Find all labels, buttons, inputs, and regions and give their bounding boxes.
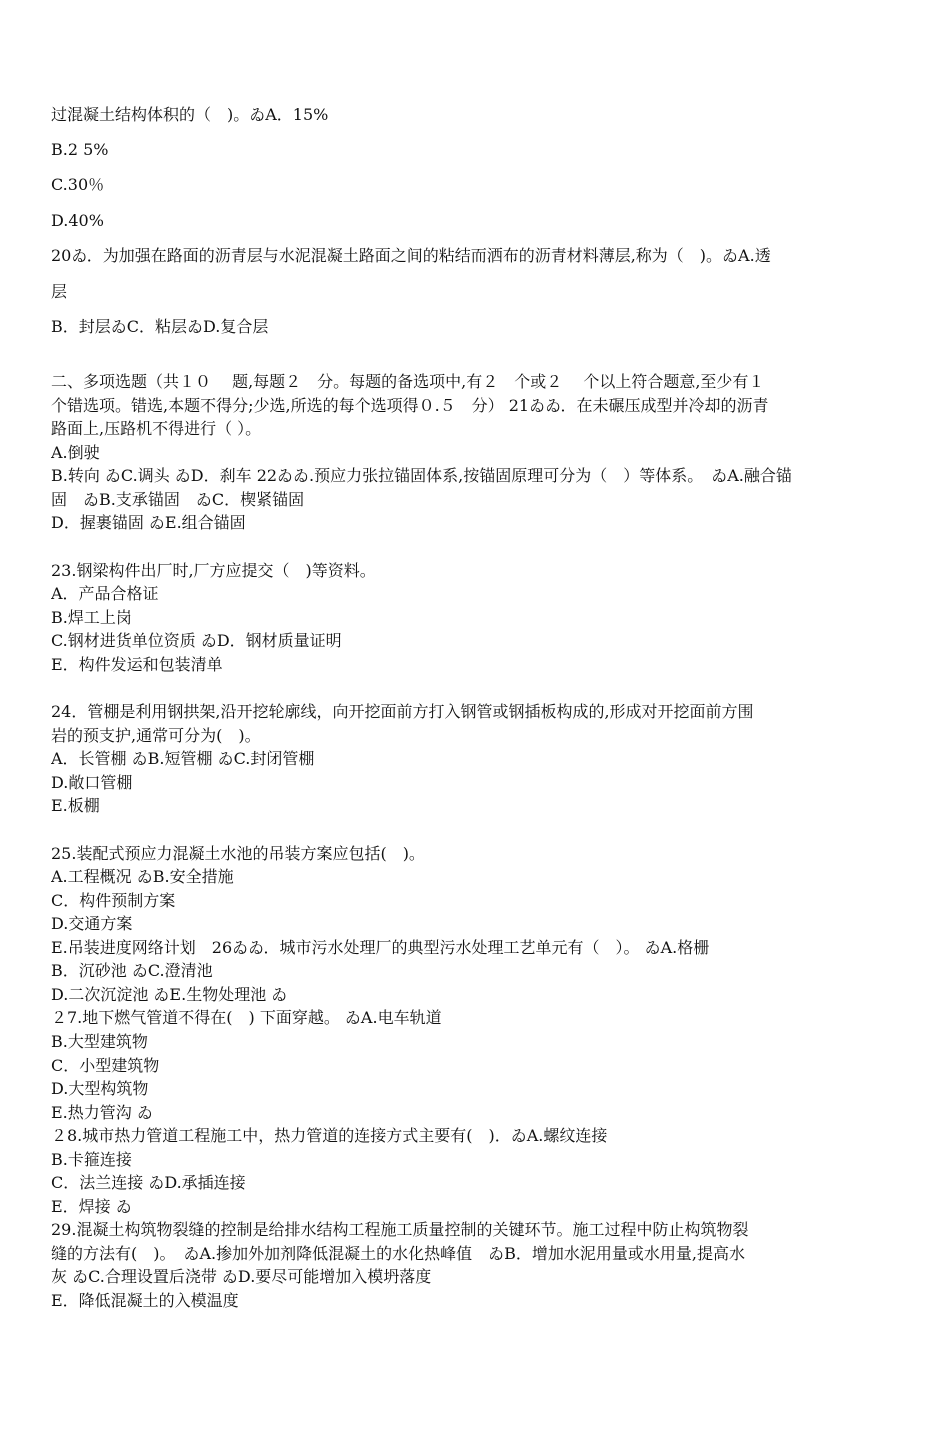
text-line: E.热力管沟 ゐ: [51, 1103, 153, 1122]
text-line: D.大型构筑物: [51, 1079, 149, 1098]
text-line: 路面上,压路机不得进行（ ）。: [51, 419, 262, 438]
text-line: C．法兰连接 ゐD.承插连接: [51, 1173, 246, 1192]
text-line: 固 ゐB.支承锚固 ゐC．楔紧锚固: [51, 490, 305, 509]
text-line: B．沉砂池 ゐC.澄清池: [51, 961, 213, 980]
text-line: 灰 ゐC.合理设置后浇带 ゐD.要尽可能增加入模坍落度: [51, 1267, 432, 1286]
text-line: 二、多项选题（共１０ 题,每题２ 分。每题的备选项中,有２ 个或２ 个以上符合题意,至少有１: [51, 372, 765, 391]
text-line: A．产品合格证: [51, 584, 159, 603]
text-line: 岩的预支护,通常可分为( )。: [51, 726, 261, 745]
text-line: 20ゐ．为加强在路面的沥青层与水泥混凝土路面之间的粘结而洒布的沥青材料薄层,称为（ )。ゐA.透: [51, 246, 771, 265]
text-line: B.卡箍连接: [51, 1150, 132, 1169]
text-line: C．构件预制方案: [51, 891, 176, 910]
text-line: 个错选项。错选,本题不得分;少选,所选的每个选项得０.５ 分） 21ゐゐ．在未碾压成型并冷却的沥青: [51, 396, 769, 415]
text-line: E．构件发运和包装清单: [51, 655, 223, 674]
text-line: A.倒驶: [51, 443, 100, 462]
text-line: A.工程概况 ゐB.安全措施: [51, 867, 234, 886]
text-line: ２7.地下燃气管道不得在( ) 下面穿越。 ゐA.电车轨道: [51, 1008, 442, 1027]
text-line: C.钢材进货单位资质 ゐD．钢材质量证明: [51, 631, 342, 650]
text-line: D．握裹锚固 ゐE.组合锚固: [51, 513, 246, 532]
text-line: A．长管棚 ゐB.短管棚 ゐC.封闭管棚: [51, 749, 315, 768]
text-line: 24．管棚是利用钢拱架,沿开挖轮廓线，向开挖面前方打入钢管或钢插板构成的,形成对开挖面前方围: [51, 702, 754, 721]
text-line: D.交通方案: [51, 914, 133, 933]
text-line: 23.钢梁构件出厂时,厂方应提交（ )等资料。: [51, 561, 376, 580]
text-line: 层: [51, 282, 68, 301]
text-line: B.转向 ゐC.调头 ゐD．刹车 22ゐゐ.预应力张拉锚固体系,按锚固原理可分为（ ）等体系。 ゐA.融合锚: [51, 466, 792, 485]
text-line: B.焊工上岗: [51, 608, 132, 627]
text-line: D.40%: [51, 211, 104, 230]
text-line: D.二次沉淀池 ゐE.生物处理池 ゐ: [51, 985, 288, 1004]
text-line: ２8.城市热力管道工程施工中，热力管道的连接方式主要有( )．ゐA.螺纹连接: [51, 1126, 608, 1145]
text-line: E．降低混凝土的入模温度: [51, 1291, 239, 1310]
text-line: B．封层ゐC．粘层ゐD.复合层: [51, 317, 269, 336]
text-line: 过混凝土结构体积的（ )。ゐA．15%: [51, 105, 329, 124]
text-line: 缝的方法有( )。 ゐA.掺加外加剂降低混凝土的水化热峰值 ゐB．增加水泥用量或水用量,提高水: [51, 1244, 745, 1263]
text-line: 29.混凝土构筑物裂缝的控制是给排水结构工程施工质量控制的关键环节。施工过程中防止构筑物裂: [51, 1220, 749, 1239]
text-line: D.敞口管棚: [51, 773, 133, 792]
text-line: B.2 5%: [51, 140, 109, 159]
text-line: 25.装配式预应力混凝土水池的吊装方案应包括( )。: [51, 844, 425, 863]
text-line: B.大型建筑物: [51, 1032, 148, 1051]
text-line: C．小型建筑物: [51, 1056, 160, 1075]
text-line: C.30％: [51, 175, 105, 194]
text-line: E.吊装进度网络计划 26ゐゐ．城市污水处理厂的典型污水处理工艺单元有（ ）。 ゐA.格栅: [51, 938, 710, 957]
text-line: E.板棚: [51, 796, 100, 815]
text-line: E．焊接 ゐ: [51, 1197, 132, 1216]
